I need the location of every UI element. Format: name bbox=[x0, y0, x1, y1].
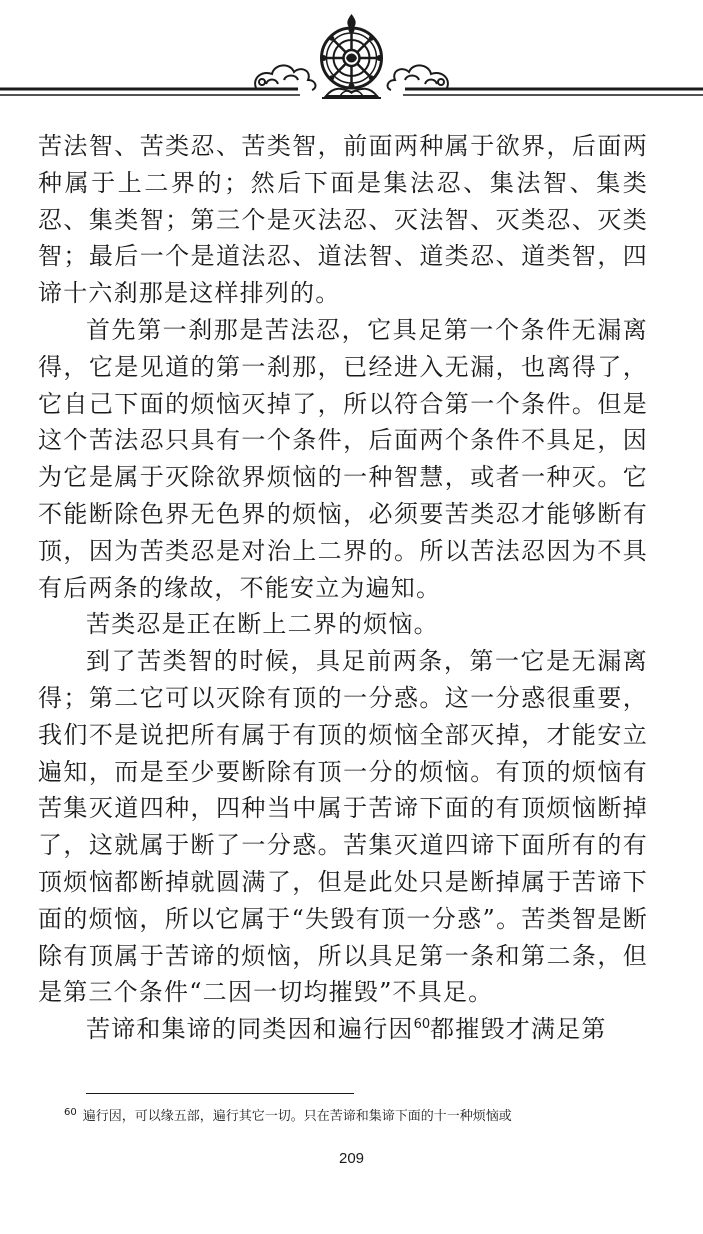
page-header-ornament bbox=[0, 0, 703, 108]
page-number: 209 bbox=[338, 1150, 365, 1167]
paragraph: 到了苦类智的时候，具足前两条，第一它是无漏离得；第二它可以灭除有顶的一分惑。这一分惑很重要，我们不是说把所有属于有顶的烦恼全部灭掉，才能安立遍知，而是至少要断除有顶一分的烦恼。有顶的烦恼有苦集灭道四种，四种当中属于苦谛下面的有顶烦恼断掉了，这就属于断了一分惑。苦集灭道四谛下面所有的有顶烦恼都断掉就圆满了，但是此处只是断掉属于苦谛下面的烦恼，所以它属于“失毁有顶一分惑”。苦类智是断除有顶属于苦谛的烦恼，所以具足第一条和第二条，但是第三个条件“二因一切均摧毁”不具足。 bbox=[38, 647, 648, 1007]
footnote-text: 遍行因，可以缘五部，遍行其它一切。只在苦谛和集谛下面的十一种烦恼或 bbox=[82, 1109, 512, 1124]
paragraph: 苦法智、苦类忍、苦类智，前面两种属于欲界，后面两种属于上二界的；然后下面是集法忍、集法智、集类忍、集类智；第三个是灭法忍、灭法智、灭类忍、灭类智；最后一个是道法忍、道法智、道类忍、道类智，四谛十六刹那是这样排列的。 bbox=[38, 132, 648, 308]
header-ornament-svg bbox=[0, 0, 703, 108]
footnote-reference[interactable]: 60 bbox=[413, 1017, 431, 1033]
auspicious-cloud-icon bbox=[255, 65, 315, 90]
paragraph: 苦类忍是正在断上二界的烦恼。 bbox=[86, 610, 439, 639]
footnote-divider bbox=[86, 1093, 354, 1094]
dharma-wheel-icon bbox=[321, 14, 383, 98]
auspicious-cloud-icon bbox=[388, 65, 448, 90]
paragraph: 首先第一刹那是苦法忍，它具足第一个条件无漏离得，它是见道的第一刹那，已经进入无漏，也离得了，它自己下面的烦恼灭掉了，所以符合第一个条件。但是这个苦法忍只具有一个条件，后面两个条件不具足，因为它是属于灭除欲界烦恼的一种智慧，或者一种灭。它不能断除色界无色界的烦恼，必须要苦类忍才能够断有顶，因为苦类忍是对治上二界的。所以苦法忍因为不具有后两条的缘故，不能安立为遍知。 bbox=[38, 315, 648, 602]
paragraph-text: 都摧毁才满足第 bbox=[430, 1015, 607, 1044]
paragraph bbox=[38, 1011, 648, 1048]
paragraph-text: 苦谛和集谛的同类因和遍行因 bbox=[86, 1015, 414, 1044]
footnote-number: 60 bbox=[64, 1106, 77, 1118]
footnote bbox=[64, 1108, 664, 1126]
main-text bbox=[38, 128, 648, 1048]
